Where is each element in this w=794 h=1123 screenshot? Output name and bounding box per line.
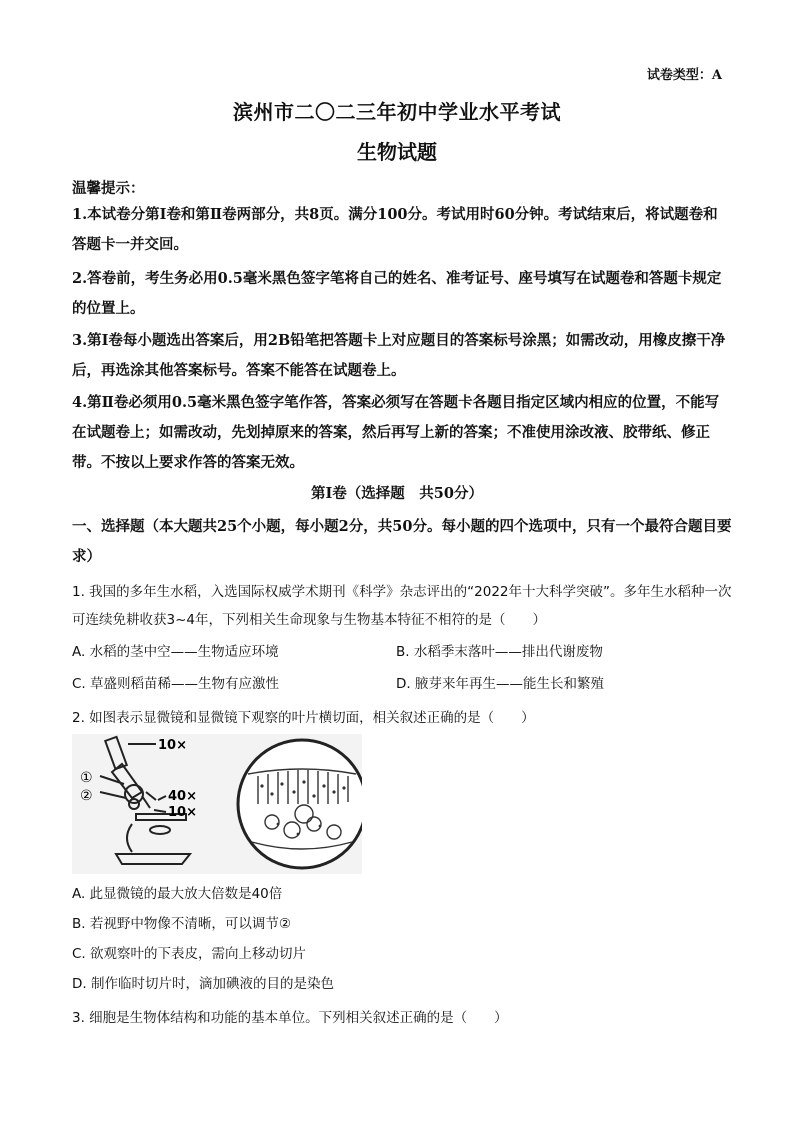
question-1-option-d: D. 腋芽来年再生——能生长和繁殖 bbox=[396, 676, 604, 692]
question-2-option-c: C. 欲观察叶的下表皮，需向上移动切片 bbox=[72, 946, 307, 962]
exam-title: 滨州市二〇二三年初中学业水平考试 bbox=[233, 100, 561, 124]
objective-high-label: 40× bbox=[168, 789, 197, 804]
question-1-options-row-2 bbox=[72, 670, 732, 698]
structure-1-label: ① bbox=[80, 770, 93, 786]
question-2-option-d: D. 制作临时切片时，滴加碘液的目的是染色 bbox=[72, 976, 334, 992]
notice-heading: 温馨提示： bbox=[72, 180, 145, 197]
notice-item-2: 2.答卷前，考生务必用0.5毫米黑色签字笔将自己的姓名、准考证号、座号填写在试题卷和答题卡规定的位置上。 bbox=[72, 270, 722, 317]
question-2-option-b: B. 若视野中物像不清晰，可以调节② bbox=[72, 916, 291, 932]
question-1-stem: 1. 我国的多年生水稻，入选国际权威学术期刊《科学》杂志评出的“2022年十大科学突破”。多年生水稻种一次可连续免耕收获3~4年，下列相关生命现象与生物基本特征不相符的是（ ） bbox=[72, 584, 732, 628]
objective-low-label: 10× bbox=[168, 805, 197, 820]
leaf-section-view bbox=[238, 740, 362, 868]
structure-2-label: ② bbox=[80, 788, 93, 804]
eyepiece-mag-label: 10× bbox=[158, 738, 187, 753]
notice-item-4: 4.第Ⅱ卷必须用0.5毫米黑色签字笔作答，答案必须写在答题卡各题目指定区域内相应的位置，不能写在试题卷上；如需改动，先划掉原来的答案，然后再写上新的答案；不准使用涂改液、胶带纸、修正带。不按以上要求作答的答案无效。 bbox=[72, 394, 720, 471]
question-1-option-c: C. 草盛则稻苗稀——生物有应激性 bbox=[72, 676, 280, 692]
part-heading: 一、选择题（本大题共25个小题，每小题2分，共50分。每小题的四个选项中，只有一个最符合题目要求） bbox=[72, 518, 732, 565]
question-1-option-b: B. 水稻季末落叶——排出代谢废物 bbox=[396, 644, 603, 660]
question-1-options-row-1 bbox=[72, 638, 732, 666]
question-3-stem: 3. 细胞是生物体结构和功能的基本单位。下列相关叙述正确的是（ ） bbox=[72, 1010, 508, 1026]
microscope-figure bbox=[72, 734, 362, 874]
question-1-option-a: A. 水稻的茎中空——生物适应环境 bbox=[72, 644, 279, 660]
notice-item-3: 3.第Ⅰ卷每小题选出答案后，用2B铅笔把答题卡上对应题目的答案标号涂黑；如需改动，用橡皮擦干净后，再选涂其他答案标号。答案不能答在试题卷上。 bbox=[72, 332, 726, 379]
microscope-figure-svg bbox=[72, 734, 362, 874]
notice-item-1: 1.本试卷分第Ⅰ卷和第Ⅱ卷两部分，共8页。满分100分。考试用时60分钟。考试结束后，将试题卷和答题卡一并交回。 bbox=[72, 206, 718, 253]
paper-type-label: 试卷类型：A bbox=[646, 68, 722, 83]
question-2-stem: 2. 如图表示显微镜和显微镜下观察的叶片横切面，相关叙述正确的是（ ） bbox=[72, 710, 535, 726]
exam-subtitle: 生物试题 bbox=[357, 140, 437, 164]
question-2-option-a: A. 此显微镜的最大放大倍数是40倍 bbox=[72, 886, 283, 902]
section-title: 第Ⅰ卷（选择题 共50分） bbox=[311, 485, 483, 502]
